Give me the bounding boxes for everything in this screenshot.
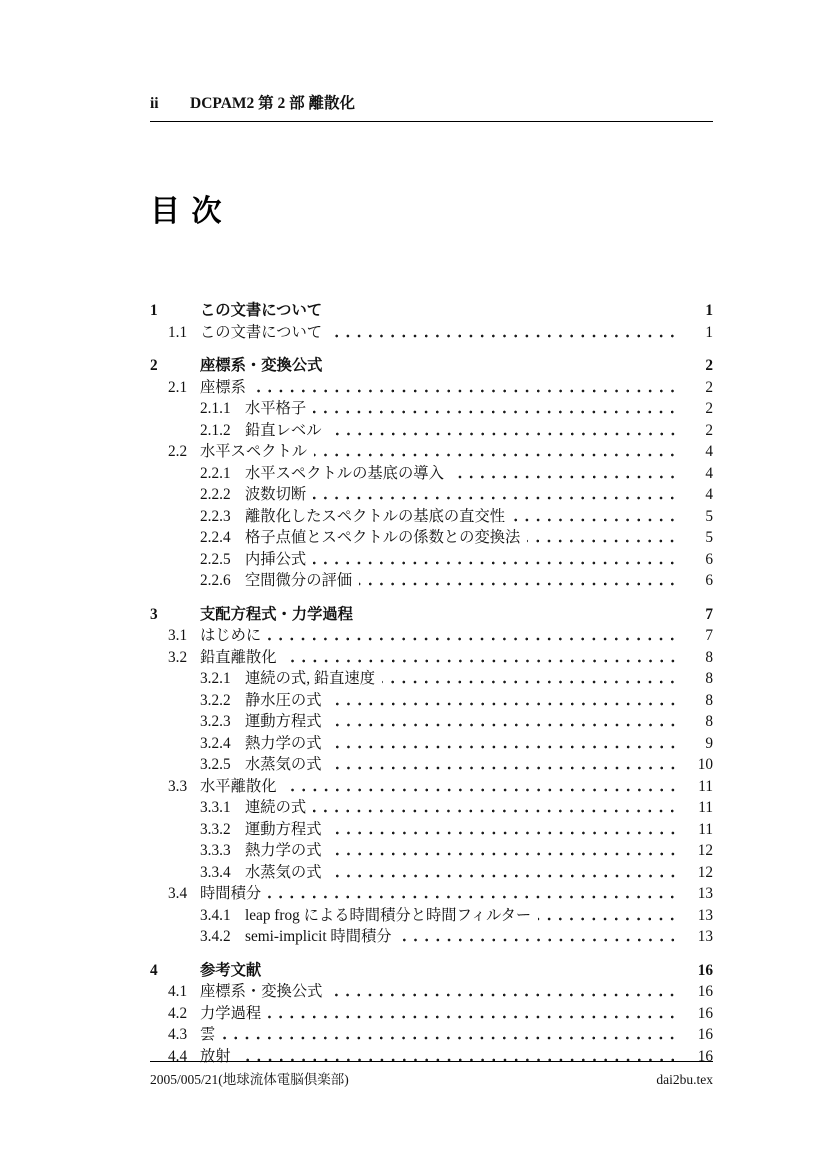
toc-entry-row (150, 776, 713, 798)
toc-entry-page: 9 (705, 734, 713, 752)
toc-entry-title: この文書について (200, 302, 323, 319)
toc-entry-page: 4 (705, 443, 713, 460)
toc-entry-page: 12 (697, 842, 713, 859)
toc-entry-title: 運動方程式 (245, 820, 322, 838)
toc-entry-row (150, 797, 713, 819)
toc-entry-row (150, 377, 713, 399)
toc-entry-number: 4.4 (168, 1047, 188, 1065)
toc-entry-page: 7 (705, 627, 713, 644)
toc-entry-number: 1 (150, 302, 158, 319)
toc-entry-title: semi-implicit 時間積分 (245, 928, 392, 945)
toc-entry-title: leap frog による時間積分と時間フィルター (245, 906, 532, 924)
toc-entry-page: 2 (705, 378, 713, 396)
toc-entry-title: 連続の式 (245, 799, 307, 816)
toc-entry-page: 4 (705, 486, 713, 503)
toc-entry-number: 3.4 (168, 885, 188, 902)
toc-entry-page: 8 (705, 670, 713, 687)
toc-entry-number: 2.2.3 (200, 507, 231, 525)
toc-entry-row (150, 883, 713, 905)
dot-leader (284, 776, 679, 798)
toc-entry-title: 水平スペクトルの基底の導入 (245, 464, 444, 482)
dot-leader (329, 862, 679, 884)
toc-entry-number: 2.1.1 (200, 400, 231, 417)
toc-entry-page: 2 (705, 357, 713, 374)
toc-entry-row (150, 711, 713, 733)
dot-leader (329, 322, 678, 344)
toc-entry-page: 4 (705, 464, 713, 482)
toc-entry-row (150, 398, 713, 420)
footer-date-credit: 2005/005/21(地球流体電脳倶楽部) (150, 1072, 349, 1087)
dot-leader (527, 527, 678, 549)
toc-list (150, 288, 713, 1067)
toc-entry-page: 5 (705, 507, 713, 525)
dot-leader (329, 733, 679, 755)
dot-leader (253, 377, 678, 399)
toc-entry-page: 16 (697, 983, 713, 1000)
dot-leader (268, 625, 678, 647)
dot-leader (329, 840, 679, 862)
toc-entry-number: 3.2.1 (200, 670, 231, 687)
toc-entry-row (150, 570, 713, 592)
toc-entry-number: 4.3 (168, 1026, 188, 1043)
header-page-number: ii (150, 95, 159, 112)
running-header (150, 91, 713, 122)
toc-entry-title: 座標系・変換公式 (200, 357, 323, 374)
toc-entry-row (150, 690, 713, 712)
toc-entry-number: 4.1 (168, 983, 188, 1000)
toc-entry-title: 空間微分の評価 (245, 572, 353, 589)
toc-entry-number: 3.2.3 (200, 713, 231, 730)
toc-entry-row (150, 840, 713, 862)
dot-leader (313, 484, 678, 506)
header-title: DCPAM2 第 2 部 離散化 (190, 95, 356, 112)
toc-entry-title: 雲 (200, 1026, 216, 1043)
dot-leader (329, 690, 679, 712)
toc-entry-row (150, 647, 713, 669)
toc-entry-title: 波数切断 (245, 486, 307, 503)
toc-entry-number: 2.2.1 (200, 464, 231, 482)
dot-leader (329, 754, 679, 776)
toc-entry-row (150, 733, 713, 755)
toc-section-row (150, 300, 713, 322)
toc-entry-page: 11 (698, 820, 713, 838)
toc-entry-number: 3 (150, 605, 158, 623)
toc-section-row (150, 604, 713, 626)
toc-entry-title: 力学過程 (200, 1004, 262, 1022)
toc-entry-page: 5 (705, 529, 713, 546)
dot-leader (512, 506, 678, 528)
toc-entry-number: 3.4.1 (200, 906, 231, 924)
toc-entry-page: 10 (697, 756, 713, 773)
dot-leader (222, 1024, 678, 1046)
toc-entry-row (150, 754, 713, 776)
dot-leader (313, 398, 678, 420)
footer-filename: dai2bu.tex (656, 1072, 713, 1087)
toc-section-row (150, 355, 713, 377)
toc-entry-row (150, 322, 713, 344)
dot-leader (399, 926, 678, 948)
toc-entry-page: 16 (697, 1004, 713, 1022)
toc-entry-title: 鉛直レベル (245, 421, 322, 439)
toc-entry-title: 座標系・変換公式 (200, 983, 323, 1000)
toc-entry-page: 13 (697, 906, 713, 924)
toc-entry-row (150, 441, 713, 463)
toc-entry-title: この文書について (200, 323, 323, 341)
toc-entry-row (150, 981, 713, 1003)
toc-entry-number: 4.2 (168, 1004, 188, 1022)
toc-entry-number: 3.3.4 (200, 863, 231, 881)
toc-entry-number: 2.2.4 (200, 529, 231, 546)
toc-entry-row (150, 668, 713, 690)
toc-entry-number: 2.1 (168, 378, 188, 396)
running-footer (150, 1061, 713, 1088)
dot-leader (329, 711, 679, 733)
toc-section-row (150, 960, 713, 982)
dot-leader (329, 819, 679, 841)
toc-entry-page: 8 (705, 648, 713, 666)
toc-entry-number: 3.3.3 (200, 842, 231, 859)
toc-entry-number: 4 (150, 961, 158, 979)
toc-entry-number: 2.2.6 (200, 572, 231, 589)
toc-entry-number: 3.3 (168, 777, 188, 795)
toc-entry-row (150, 862, 713, 884)
dot-leader (268, 883, 678, 905)
toc-entry-number: 2.2.2 (200, 486, 231, 503)
toc-entry-title: 格子点値とスペクトルの係数との変換法 (245, 529, 521, 546)
toc-entry-title: はじめに (200, 627, 262, 644)
toc-entry-title: 水蒸気の式 (245, 863, 322, 881)
toc-entry-page: 7 (705, 605, 713, 623)
toc-entry-number: 3.2.4 (200, 734, 231, 752)
dot-leader (538, 905, 678, 927)
dot-leader (382, 668, 678, 690)
toc-entry-title: 放射 (200, 1047, 231, 1065)
toc-entry-number: 3.3.1 (200, 799, 231, 816)
toc-entry-title: 離散化したスペクトルの基底の直交性 (245, 507, 506, 525)
toc-entry-row (150, 819, 713, 841)
toc-entry-title: 参考文献 (200, 961, 262, 979)
toc-entry-row (150, 506, 713, 528)
toc-entry-title: 静水圧の式 (245, 691, 322, 709)
toc-entry-page: 8 (705, 713, 713, 730)
toc-entry-page: 16 (697, 1026, 713, 1043)
toc-entry-number: 3.2 (168, 648, 188, 666)
toc-entry-number: 3.2.2 (200, 691, 231, 709)
toc-entry-page: 2 (705, 421, 713, 439)
toc-entry-title: 水平格子 (245, 400, 307, 417)
toc-entry-title: 鉛直離散化 (200, 648, 277, 666)
toc-entry-title: 水平スペクトル (200, 443, 308, 460)
toc-entry-number: 2 (150, 357, 158, 374)
dot-leader (313, 549, 678, 571)
toc-entry-number: 2.1.2 (200, 421, 231, 439)
toc-entry-number: 2.2.5 (200, 550, 231, 568)
toc-entry-title: 時間積分 (200, 885, 262, 902)
toc-entry-number: 3.4.2 (200, 928, 231, 945)
toc-entry-title: 水蒸気の式 (245, 756, 322, 773)
toc-entry-row (150, 420, 713, 442)
dot-leader (313, 797, 678, 819)
toc-entry-title: 支配方程式・力学過程 (200, 605, 353, 623)
dot-leader (284, 647, 679, 669)
toc-entry-page: 16 (697, 961, 713, 979)
toc-entry-row (150, 549, 713, 571)
toc-entry-row (150, 463, 713, 485)
toc-entry-page: 11 (698, 777, 713, 795)
dot-leader (268, 1003, 678, 1025)
dot-leader (359, 570, 678, 592)
toc-entry-number: 3.3.2 (200, 820, 231, 838)
toc-entry-title: 座標系 (200, 378, 246, 396)
dot-leader (314, 441, 678, 463)
toc-entry-page: 13 (697, 928, 713, 945)
toc-entry-row (150, 527, 713, 549)
toc-entry-title: 熱力学の式 (245, 842, 322, 859)
toc-entry-title: 水平離散化 (200, 777, 277, 795)
dot-leader (329, 981, 678, 1003)
toc-entry-page: 8 (705, 691, 713, 709)
dot-leader (329, 420, 679, 442)
toc-title: 目 次 (150, 195, 224, 228)
toc-entry-title: 熱力学の式 (245, 734, 322, 752)
toc-entry-number: 1.1 (168, 323, 188, 341)
toc-entry-number: 2.2 (168, 443, 188, 460)
toc-entry-row (150, 625, 713, 647)
toc-entry-row (150, 926, 713, 948)
toc-entry-row (150, 905, 713, 927)
toc-entry-page: 6 (705, 550, 713, 568)
toc-entry-page: 1 (705, 302, 713, 319)
toc-entry-row (150, 1024, 713, 1046)
toc-entry-page: 13 (697, 885, 713, 902)
toc-entry-title: 運動方程式 (245, 713, 322, 730)
toc-entry-page: 2 (705, 400, 713, 417)
toc-entry-page: 1 (705, 323, 713, 341)
toc-entry-page: 11 (698, 799, 713, 816)
toc-entry-page: 6 (705, 572, 713, 589)
toc-entry-number: 3.1 (168, 627, 188, 644)
toc-entry-page: 12 (697, 863, 713, 881)
toc-entry-title: 連続の式, 鉛直速度 (245, 670, 376, 687)
toc-entry-page: 16 (697, 1047, 713, 1065)
toc-entry-row (150, 1003, 713, 1025)
toc-entry-row (150, 484, 713, 506)
dot-leader (451, 463, 678, 485)
toc-entry-title: 内挿公式 (245, 550, 307, 568)
toc-entry-number: 3.2.5 (200, 756, 231, 773)
